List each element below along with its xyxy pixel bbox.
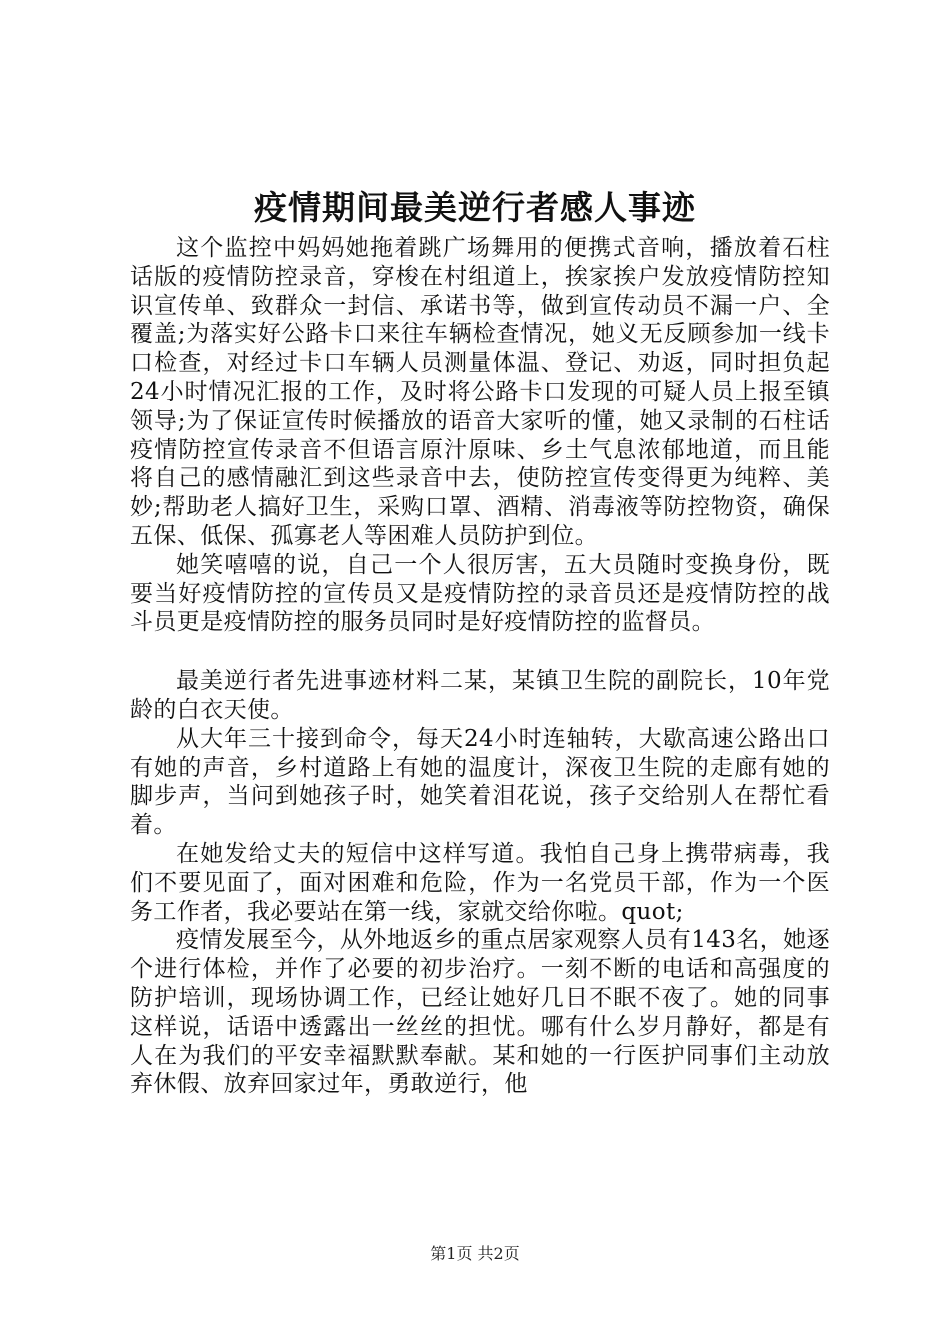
paragraph: 从大年三十接到命令，每天24小时连轴转，大歇高速公路出口有她的声音，乡村道路上有她的温度计，深夜卫生院的走廊有她的脚步声，当问到她孩子时，她笑着泪花说，孩子交给别人在帮忙看着。 <box>130 725 830 839</box>
page-number-footer: 第1页 共2页 <box>430 1244 520 1263</box>
document-body <box>130 234 830 1099</box>
paragraph: 她笑嘻嘻的说，自己一个人很厉害，五大员随时变换身份，既要当好疫情防控的宣传员又是疫情防控的录音员还是疫情防控的战斗员更是疫情防控的服务员同时是好疫情防控的监督员。 <box>130 551 830 636</box>
paragraph-spacer <box>130 637 830 667</box>
paragraph: 在她发给丈夫的短信中这样写道。我怕自己身上携带病毒，我们不要见面了，面对困难和危险，作为一名党员干部，作为一个医务工作者，我必要站在第一线，家就交给你啦。quot; <box>130 840 830 925</box>
paragraph: 这个监控中妈妈她拖着跳广场舞用的便携式音响，播放着石柱话版的疫情防控录音，穿梭在村组道上，挨家挨户发放疫情防控知识宣传单、致群众一封信、承诺书等，做到宣传动员不漏一户、全覆盖;为落实好公路卡口来往车辆检查情况，她义无反顾参加一线卡口检查，对经过卡口车辆人员测量体温、登记、劝返，同时担负起24小时情况汇报的工作，及时将公路卡口发现的可疑人员上报至镇领导;为了保证宣传时候播放的语音大家听的懂，她又录制的石柱话疫情防控宣传录音不但语言原汁原味、乡土气息浓郁地道，而且能将自己的感情融汇到这些录音中去，使防控宣传变得更为纯粹、美妙;帮助老人搞好卫生，采购口罩、酒精、消毒液等防控物资，确保五保、低保、孤寡老人等困难人员防护到位。 <box>130 235 830 549</box>
paragraph: 疫情发展至今，从外地返乡的重点居家观察人员有143名，她逐个进行体检，并作了必要的初步治疗。一刻不断的电话和高强度的防护培训，现场协调工作，已经让她好几日不眠不夜了。她的同事这样说，话语中透露出一丝丝的担忧。哪有什么岁月静好，都是有人在为我们的平安幸福默默奉献。某和她的一行医护同事们主动放弃休假、放弃回家过年，勇敢逆行，他 <box>130 927 830 1098</box>
paragraph: 最美逆行者先进事迹材料二某，某镇卫生院的副院长，10年党龄的白衣天使。 <box>130 668 830 723</box>
page-title: 疫情期间最美逆行者感人事迹 <box>254 188 696 227</box>
